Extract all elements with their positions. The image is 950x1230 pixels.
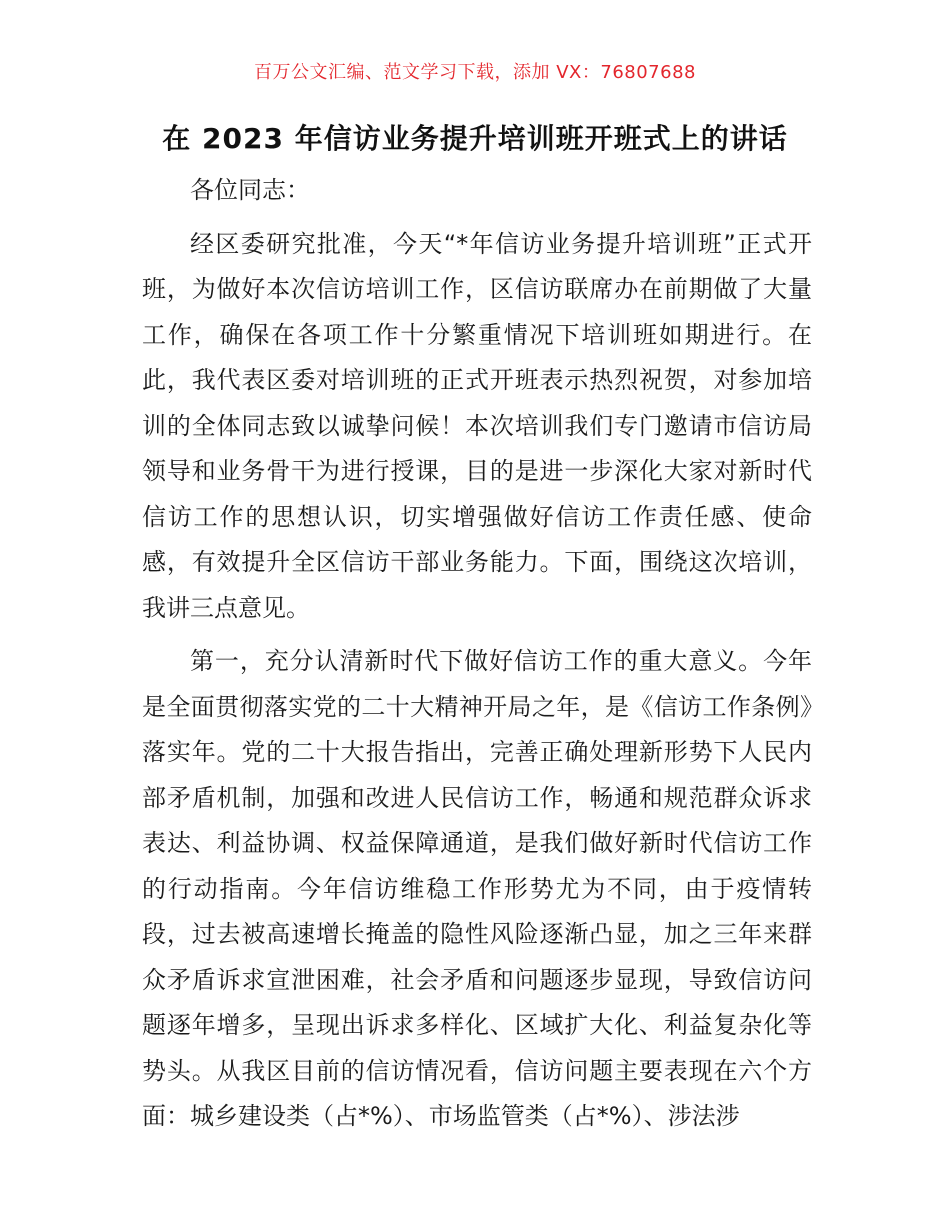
document-title: 在 2023 年信访业务提升培训班开班式上的讲话	[162, 122, 788, 155]
document-body	[142, 168, 812, 1140]
paragraph-2: 第一，充分认清新时代下做好信访工作的重大意义。今年是全面贯彻落实党的二十大精神开局之年，是《信访工作条例》落实年。党的二十大报告指出，完善正确处理新形势下人民内部矛盾机制，加强和改进人民信访工作，畅通和规范群众诉求表达、利益协调、权益保障通道，是我们做好新时代信访工作的行动指南。今年信访维稳工作形势尤为不同，由于疫情转段，过去被高速增长掩盖的隐性风险逐渐凸显，加之三年来群众矛盾诉求宣泄困难，社会矛盾和问题逐步显现，导致信访问题逐年增多，呈现出诉求多样化、区域扩大化、利益复杂化等势头。从我区目前的信访情况看，信访问题主要表现在六个方面：城乡建设类（占*%）、市场监管类（占*%）、涉法涉	[142, 647, 812, 1130]
header-banner: 百万公文汇编、范文学习下载，添加 VX：76807688	[254, 62, 696, 83]
paragraph-1: 经区委研究批准，今天“*年信访业务提升培训班”正式开班，为做好本次信访培训工作，区信访联席办在前期做了大量工作，确保在各项工作十分繁重情况下培训班如期进行。在此，我代表区委对培训班的正式开班表示热烈祝贺，对参加培训的全体同志致以诚挚问候！本次培训我们专门邀请市信访局领导和业务骨干为进行授课，目的是进一步深化大家对新时代信访工作的思想认识，切实增强做好信访工作责任感、使命感，有效提升全区信访干部业务能力。下面，围绕这次培训，我讲三点意见。	[142, 229, 812, 622]
salutation: 各位同志：	[190, 176, 310, 204]
